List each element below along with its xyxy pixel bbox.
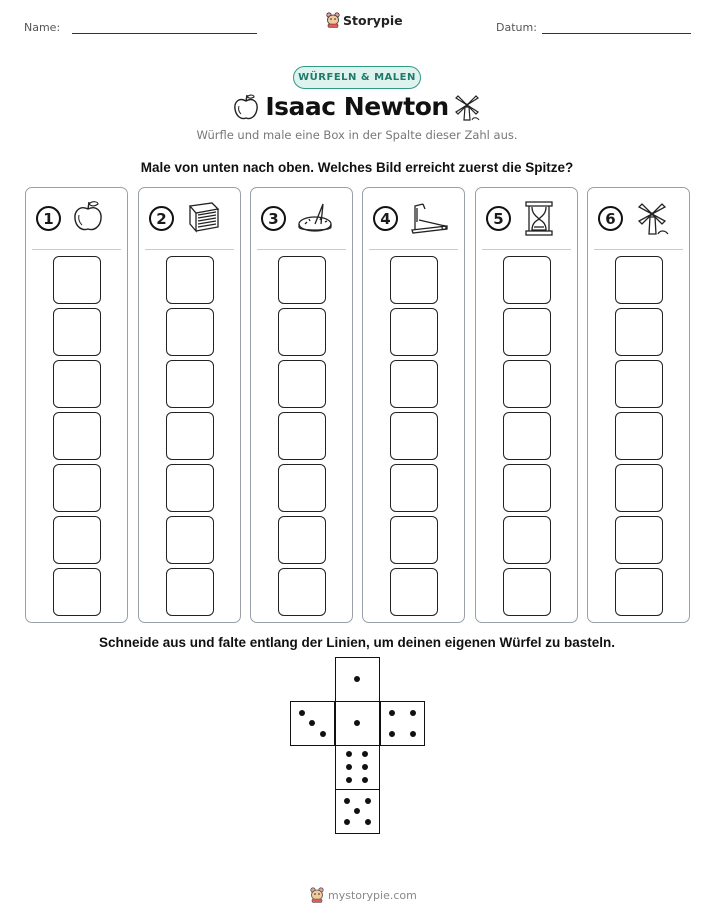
column-header bbox=[251, 188, 352, 250]
color-box[interactable] bbox=[615, 412, 663, 460]
color-box[interactable] bbox=[278, 308, 326, 356]
column-header bbox=[139, 188, 240, 250]
page-subtitle: Würfle und male eine Box in der Spalte dieser Zahl aus. bbox=[196, 128, 518, 142]
color-box[interactable] bbox=[503, 412, 551, 460]
hourglass-icon bbox=[522, 200, 562, 238]
column-header bbox=[26, 188, 127, 250]
color-box[interactable] bbox=[278, 516, 326, 564]
color-box[interactable] bbox=[503, 256, 551, 304]
column-divider bbox=[482, 249, 571, 250]
color-box[interactable] bbox=[166, 360, 214, 408]
book-icon bbox=[185, 200, 225, 238]
color-box[interactable] bbox=[615, 464, 663, 512]
color-box[interactable] bbox=[278, 568, 326, 616]
column-3 bbox=[250, 187, 353, 623]
name-label: Name: bbox=[24, 21, 61, 34]
column-number: 6 bbox=[598, 206, 623, 231]
dice-face-5 bbox=[335, 789, 380, 834]
color-box[interactable] bbox=[390, 308, 438, 356]
color-box[interactable] bbox=[390, 568, 438, 616]
date-label: Datum: bbox=[496, 21, 537, 34]
sundial-icon bbox=[297, 200, 337, 238]
color-box[interactable] bbox=[166, 464, 214, 512]
dice-pip bbox=[344, 819, 350, 825]
color-box[interactable] bbox=[166, 568, 214, 616]
color-box[interactable] bbox=[53, 360, 101, 408]
color-box[interactable] bbox=[166, 308, 214, 356]
apple-icon bbox=[72, 200, 112, 238]
column-divider bbox=[32, 249, 121, 250]
dice-face-1 bbox=[335, 701, 380, 746]
color-box[interactable] bbox=[53, 464, 101, 512]
column-2 bbox=[138, 187, 241, 623]
dice-pip bbox=[346, 777, 352, 783]
column-number: 5 bbox=[486, 206, 511, 231]
color-box[interactable] bbox=[390, 516, 438, 564]
activity-badge: WÜRFELN & MALEN bbox=[293, 66, 421, 89]
column-5 bbox=[475, 187, 578, 623]
footer bbox=[310, 887, 417, 903]
color-box[interactable] bbox=[53, 568, 101, 616]
color-box[interactable] bbox=[615, 516, 663, 564]
storypie-mascot-icon bbox=[310, 887, 324, 903]
color-box[interactable] bbox=[53, 308, 101, 356]
column-4 bbox=[362, 187, 465, 623]
dice-pip bbox=[410, 710, 416, 716]
dice-pip bbox=[365, 819, 371, 825]
footer-url[interactable]: mystorypie.com bbox=[328, 888, 417, 902]
color-box[interactable] bbox=[166, 256, 214, 304]
column-divider bbox=[257, 249, 346, 250]
windmill-icon bbox=[634, 200, 674, 238]
color-box[interactable] bbox=[503, 308, 551, 356]
column-header bbox=[588, 188, 689, 250]
column-divider bbox=[145, 249, 234, 250]
name-line[interactable] bbox=[72, 33, 257, 34]
color-box[interactable] bbox=[615, 256, 663, 304]
color-box[interactable] bbox=[390, 464, 438, 512]
column-6 bbox=[587, 187, 690, 623]
color-box[interactable] bbox=[166, 412, 214, 460]
color-box[interactable] bbox=[503, 516, 551, 564]
color-box[interactable] bbox=[615, 568, 663, 616]
dice-pip bbox=[346, 751, 352, 757]
brand-logo bbox=[326, 12, 403, 28]
color-box[interactable] bbox=[53, 256, 101, 304]
color-box[interactable] bbox=[166, 516, 214, 564]
color-box[interactable] bbox=[53, 412, 101, 460]
column-header bbox=[476, 188, 577, 250]
date-line[interactable] bbox=[542, 33, 691, 34]
dice-pip bbox=[309, 720, 315, 726]
dice-pip bbox=[389, 710, 395, 716]
column-number: 1 bbox=[36, 206, 61, 231]
column-number: 2 bbox=[149, 206, 174, 231]
color-box[interactable] bbox=[503, 360, 551, 408]
color-box[interactable] bbox=[503, 568, 551, 616]
dice-pip bbox=[354, 720, 360, 726]
color-box[interactable] bbox=[615, 308, 663, 356]
dice-pip bbox=[410, 731, 416, 737]
page-title: Isaac Newton bbox=[265, 92, 449, 121]
color-box[interactable] bbox=[278, 412, 326, 460]
dice-pip bbox=[362, 751, 368, 757]
brand-name: Storypie bbox=[343, 12, 403, 28]
color-box[interactable] bbox=[390, 360, 438, 408]
color-box[interactable] bbox=[278, 464, 326, 512]
column-1 bbox=[25, 187, 128, 623]
color-box[interactable] bbox=[278, 256, 326, 304]
dice-pip bbox=[344, 798, 350, 804]
dice-pip bbox=[320, 731, 326, 737]
color-box[interactable] bbox=[278, 360, 326, 408]
dice-pip bbox=[354, 676, 360, 682]
instruction-top: Male von unten nach oben. Welches Bild erreicht zuerst die Spitze? bbox=[140, 160, 574, 175]
dice-pip bbox=[346, 764, 352, 770]
windmill-icon bbox=[453, 93, 481, 121]
color-box[interactable] bbox=[503, 464, 551, 512]
dice-pip bbox=[362, 764, 368, 770]
dice-face-4 bbox=[380, 701, 425, 746]
dice-pip bbox=[362, 777, 368, 783]
color-box[interactable] bbox=[53, 516, 101, 564]
column-number: 4 bbox=[373, 206, 398, 231]
dice-pip bbox=[299, 710, 305, 716]
dice-pip bbox=[365, 798, 371, 804]
color-box[interactable] bbox=[390, 256, 438, 304]
dice-pip bbox=[354, 808, 360, 814]
treadmill-icon bbox=[409, 200, 449, 238]
dice-face-3 bbox=[290, 701, 335, 746]
column-header bbox=[363, 188, 464, 250]
column-divider bbox=[369, 249, 458, 250]
storypie-mascot-icon bbox=[326, 12, 340, 28]
column-number: 3 bbox=[261, 206, 286, 231]
dice-pip bbox=[389, 731, 395, 737]
dice-face-1 bbox=[335, 657, 380, 702]
instruction-bottom: Schneide aus und falte entlang der Linien, um deinen eigenen Würfel zu basteln. bbox=[98, 635, 616, 650]
color-box[interactable] bbox=[615, 360, 663, 408]
dice-face-6 bbox=[335, 745, 380, 790]
color-box[interactable] bbox=[390, 412, 438, 460]
column-divider bbox=[594, 249, 683, 250]
